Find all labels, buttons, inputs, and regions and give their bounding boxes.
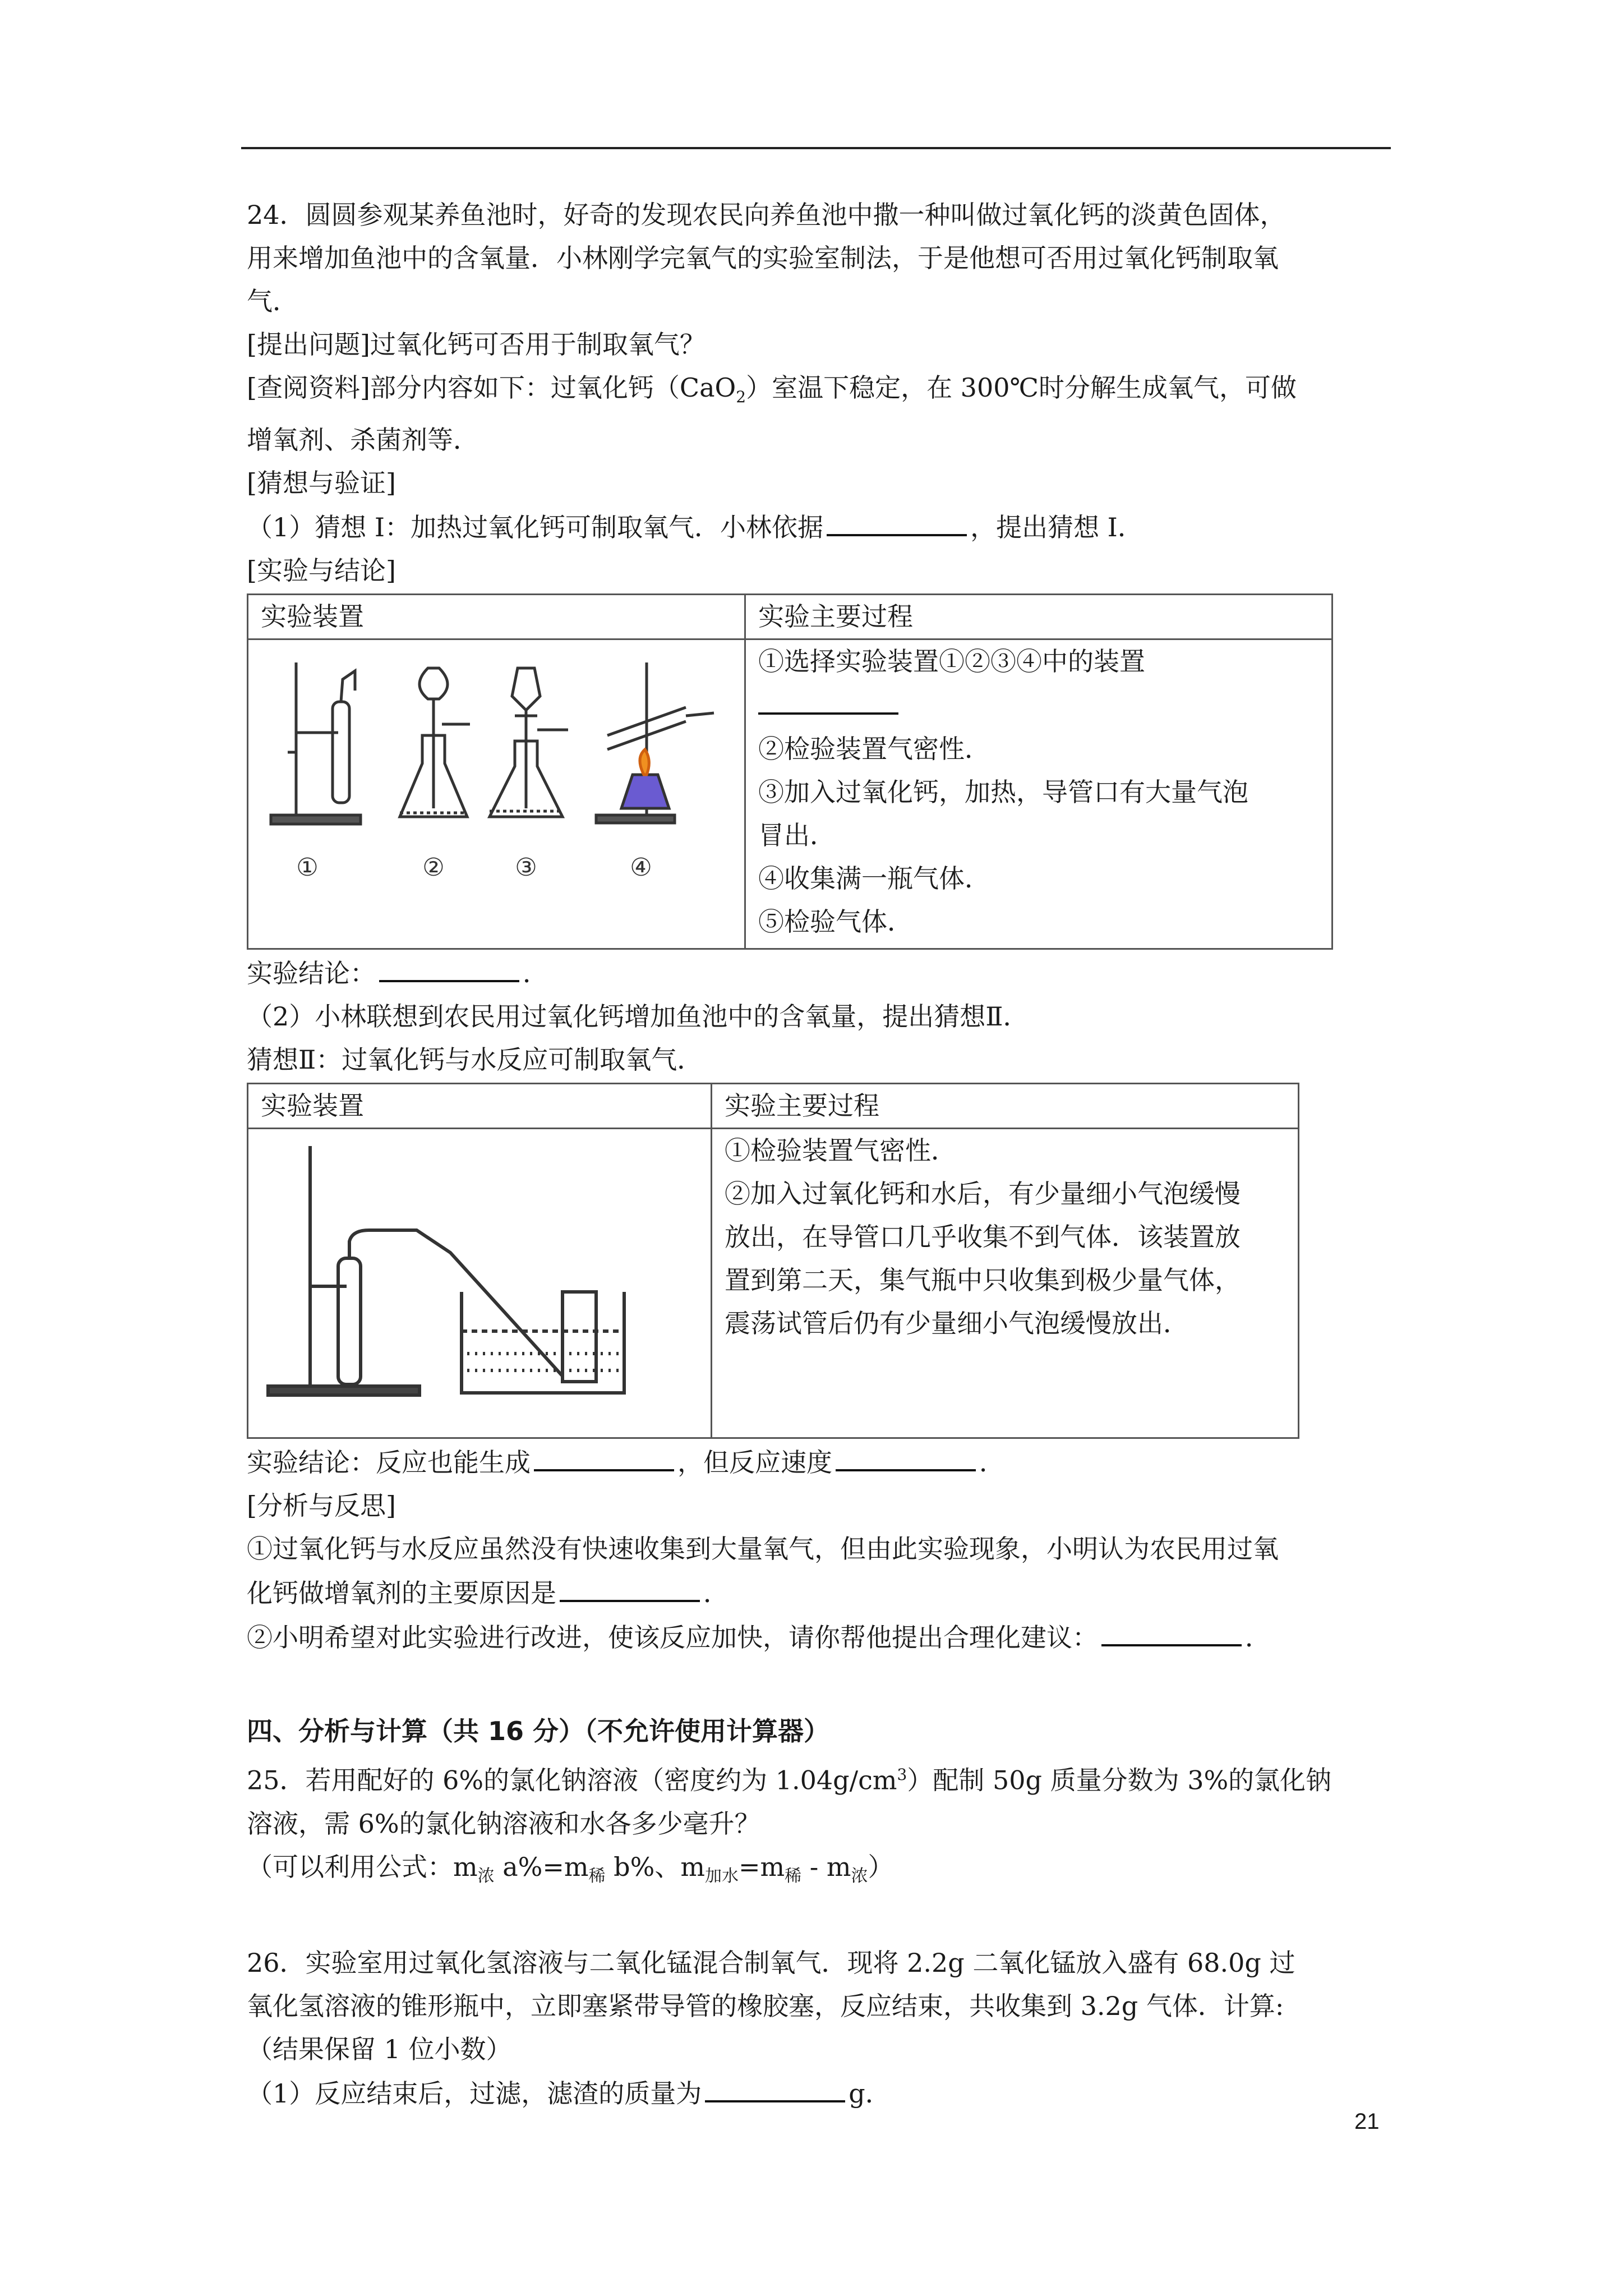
- apparatus-diagram-2: [248, 1129, 711, 1424]
- q24-conclusion-1: [247, 951, 1391, 995]
- q24-reflect-1-text-a: 化钙做增氧剂的主要原因是: [247, 1578, 556, 1609]
- q25-line-1: [247, 1753, 1391, 1802]
- apparatus-label-1: ①: [296, 853, 319, 882]
- formula-sub-xi: 稀: [588, 1866, 606, 1886]
- q26-part-1: [247, 2071, 1391, 2115]
- q24-guess-1-text-b: ，提出猜想 I．: [970, 512, 1144, 543]
- table1-step-1-blank[interactable]: [758, 683, 898, 715]
- table2-header-process: 实验主要过程: [712, 1084, 1299, 1129]
- q26-part-1-text-b: g．: [849, 2078, 891, 2109]
- apparatus-4-drawing: [596, 662, 714, 823]
- table2-apparatus-figure: [248, 1129, 712, 1438]
- q24-info-line-2: 增氧剂、杀菌剂等．: [247, 425, 479, 455]
- q24-guess-2-intro: （2）小林联想到农民用过氧化钙增加鱼池中的含氧量，提出猜想Ⅱ．: [247, 1001, 1029, 1032]
- q25-formula: [247, 1846, 1391, 1898]
- q26-line-1: 26．实验室用过氧化氢溶液与二氧化锰混合制氧气．现将 2.2g 二氧化锰放入盛有 68.0g 过: [247, 1947, 1295, 1978]
- table2-step-1: ①检验装置气密性．: [725, 1135, 957, 1166]
- table2-process-steps: [712, 1129, 1299, 1438]
- q26-part-1-text-a: （1）反应结束后，过滤，滤渣的质量为: [247, 2078, 702, 2109]
- q24-guess-2: 猜想Ⅱ：过氧化钙与水反应可制取氧气．: [247, 1045, 703, 1075]
- q24-guess-1-blank[interactable]: [827, 505, 967, 536]
- q25-superscript: 3: [897, 1765, 907, 1784]
- q24-reflect-heading: [分析与反思]: [247, 1490, 396, 1521]
- q24-conclusion-2-blank-2[interactable]: [836, 1440, 976, 1471]
- header-rule: [241, 147, 1391, 149]
- apparatus-label-3: ③: [515, 853, 537, 882]
- q24-reflect-2-text-b: ．: [1245, 1622, 1271, 1653]
- q24-reflect-2-blank[interactable]: [1101, 1615, 1242, 1646]
- formula-sub-nong: 浓: [477, 1866, 495, 1886]
- table1-step-1: ①选择实验装置①②③④中的装置: [758, 646, 1145, 677]
- q24-conclusion-1-blank[interactable]: [379, 951, 519, 982]
- table1-step-4: ④收集满一瓶气体．: [758, 863, 990, 894]
- apparatus-2-drawing: [400, 668, 470, 817]
- water-collection-apparatus-drawing: [268, 1146, 624, 1395]
- q24-conclusion-1-text-a: 实验结论：: [247, 958, 376, 989]
- q24-conclusion-2-blank-1[interactable]: [534, 1440, 674, 1471]
- q24-info-text-b: ）室温下稳定，在 300℃时分解生成氧气，可做: [746, 372, 1297, 403]
- q24-reflect-1-text-b: ．: [703, 1578, 729, 1609]
- page-number: 21: [1354, 2109, 1380, 2134]
- q24-intro-line-1: 24．圆圆参观某养鱼池时，好奇的发现农民向养鱼池中撒一种叫做过氧化钙的淡黄色固体，: [247, 200, 1286, 230]
- q24-reflect-2-text-a: ②小明希望对此实验进行改进，使该反应加快，请你帮他提出合理化建议：: [247, 1622, 1098, 1653]
- table2-step-2-cont-2: 置到第二天，集气瓶中只收集到极少量气体，: [725, 1265, 1241, 1296]
- q24-intro-line-3: 气．: [247, 286, 298, 316]
- apparatus-1-drawing: [271, 662, 361, 824]
- table1-step-3-cont: 冒出．: [758, 820, 836, 851]
- table1-step-2: ②检验装置气密性．: [758, 734, 990, 765]
- page-content: [247, 194, 1391, 2115]
- q24-intro-line-2: 用来增加鱼池中的含氧量．小林刚学完氧气的实验室制法，于是他想可否用过氧化钙制取氧: [247, 243, 1279, 273]
- table2-header-apparatus: 实验装置: [248, 1084, 712, 1129]
- experiment-table-2: [247, 1083, 1299, 1439]
- formula-close: ）: [868, 1851, 894, 1882]
- table1-header-apparatus: 实验装置: [248, 595, 745, 639]
- apparatus-label-2: ②: [422, 853, 445, 882]
- q24-guess-heading: [猜想与验证]: [247, 468, 396, 499]
- formula-sub-xi-2: 稀: [785, 1866, 802, 1886]
- q24-info-text-a: [查阅资料]部分内容如下：过氧化钙（CaO: [247, 372, 736, 403]
- q24-reflect-1-blank[interactable]: [560, 1571, 700, 1602]
- formula-open: （可以利用公式：m: [247, 1851, 478, 1882]
- q24-conclusion-1-text-b: ．: [523, 958, 548, 989]
- table2-step-2: ②加入过氧化钙和水后，有少量细小气泡缓慢: [725, 1179, 1241, 1209]
- q24-guess-1-text-a: （1）猜想 I：加热过氧化钙可制取氧气．小林依据: [247, 512, 824, 543]
- table2-step-2-cont-1: 放出，在导管口几乎收集不到气体．该装置放: [725, 1222, 1241, 1253]
- q24-conclusion-2-text-c: ．: [979, 1447, 1005, 1478]
- apparatus-label-4: ④: [630, 853, 652, 882]
- q24-problem: [提出问题]过氧化钙可否用于制取氧气？: [247, 329, 706, 360]
- table1-step-1-blank-line: [758, 683, 1319, 728]
- table1-step-5: ⑤检验气体．: [758, 907, 913, 937]
- table1-header-process: 实验主要过程: [745, 595, 1332, 639]
- formula-mid-2: b%、m: [605, 1851, 705, 1882]
- q24-reflect-1-line-2: [247, 1571, 1391, 1615]
- q24-conclusion-2-text-b: ，但反应速度: [677, 1447, 832, 1478]
- q26-part-1-blank[interactable]: [705, 2071, 845, 2102]
- q26-line-2: 氧化氢溶液的锥形瓶中，立即塞紧带导管的橡胶塞，反应结束，共收集到 3.2g 气体．计算:: [247, 1990, 1284, 2021]
- q25-line-2: 溶液，需 6%的氯化钠溶液和水各多少毫升？: [247, 1808, 760, 1839]
- table1-apparatus-figure: [248, 639, 745, 949]
- q24-conclusion-2: [247, 1440, 1391, 1484]
- apparatus-diagram-1: [248, 640, 744, 935]
- table2-step-2-cont-3: 震荡试管后仍有少量细小气泡缓慢放出．: [725, 1308, 1189, 1339]
- formula-sub-jiashui: 加水: [704, 1866, 739, 1886]
- table1-step-3: ③加入过氧化钙，加热，导管口有大量气泡: [758, 777, 1248, 808]
- formula-sub-nong-2: 浓: [851, 1866, 868, 1886]
- q25-line-1-text-b: ）配制 50g 质量分数为 3%的氯化钠: [907, 1765, 1332, 1796]
- table1-process-steps: [745, 639, 1332, 949]
- formula-mid-1: a%=m: [494, 1851, 589, 1882]
- formula-mid-3: =m: [738, 1851, 785, 1882]
- formula-mid-4: - m: [801, 1851, 851, 1882]
- q25-line-1-text-a: 25．若用配好的 6%的氯化钠溶液（密度约为 1.04g/cm: [247, 1765, 897, 1796]
- q24-conclusion-2-text-a: 实验结论：反应也能生成: [247, 1447, 531, 1478]
- experiment-table-1: [247, 593, 1333, 950]
- q24-reflect-1-line-1: ①过氧化钙与水反应虽然没有快速收集到大量氧气，但由此实验现象，小明认为农民用过氧: [247, 1534, 1279, 1565]
- q24-info: [247, 366, 1391, 418]
- q24-guess-1: [247, 505, 1391, 549]
- q24-reflect-2: [247, 1615, 1391, 1659]
- q24-experiment-heading: [实验与结论]: [247, 555, 396, 586]
- apparatus-3-drawing: [490, 668, 568, 817]
- q24-info-subscript: 2: [736, 388, 746, 407]
- q26-line-3: （结果保留 1 位小数）: [247, 2033, 512, 2064]
- section-4-title: 四、分析与计算（共 16 分）（不允许使用计算器）: [247, 1716, 830, 1747]
